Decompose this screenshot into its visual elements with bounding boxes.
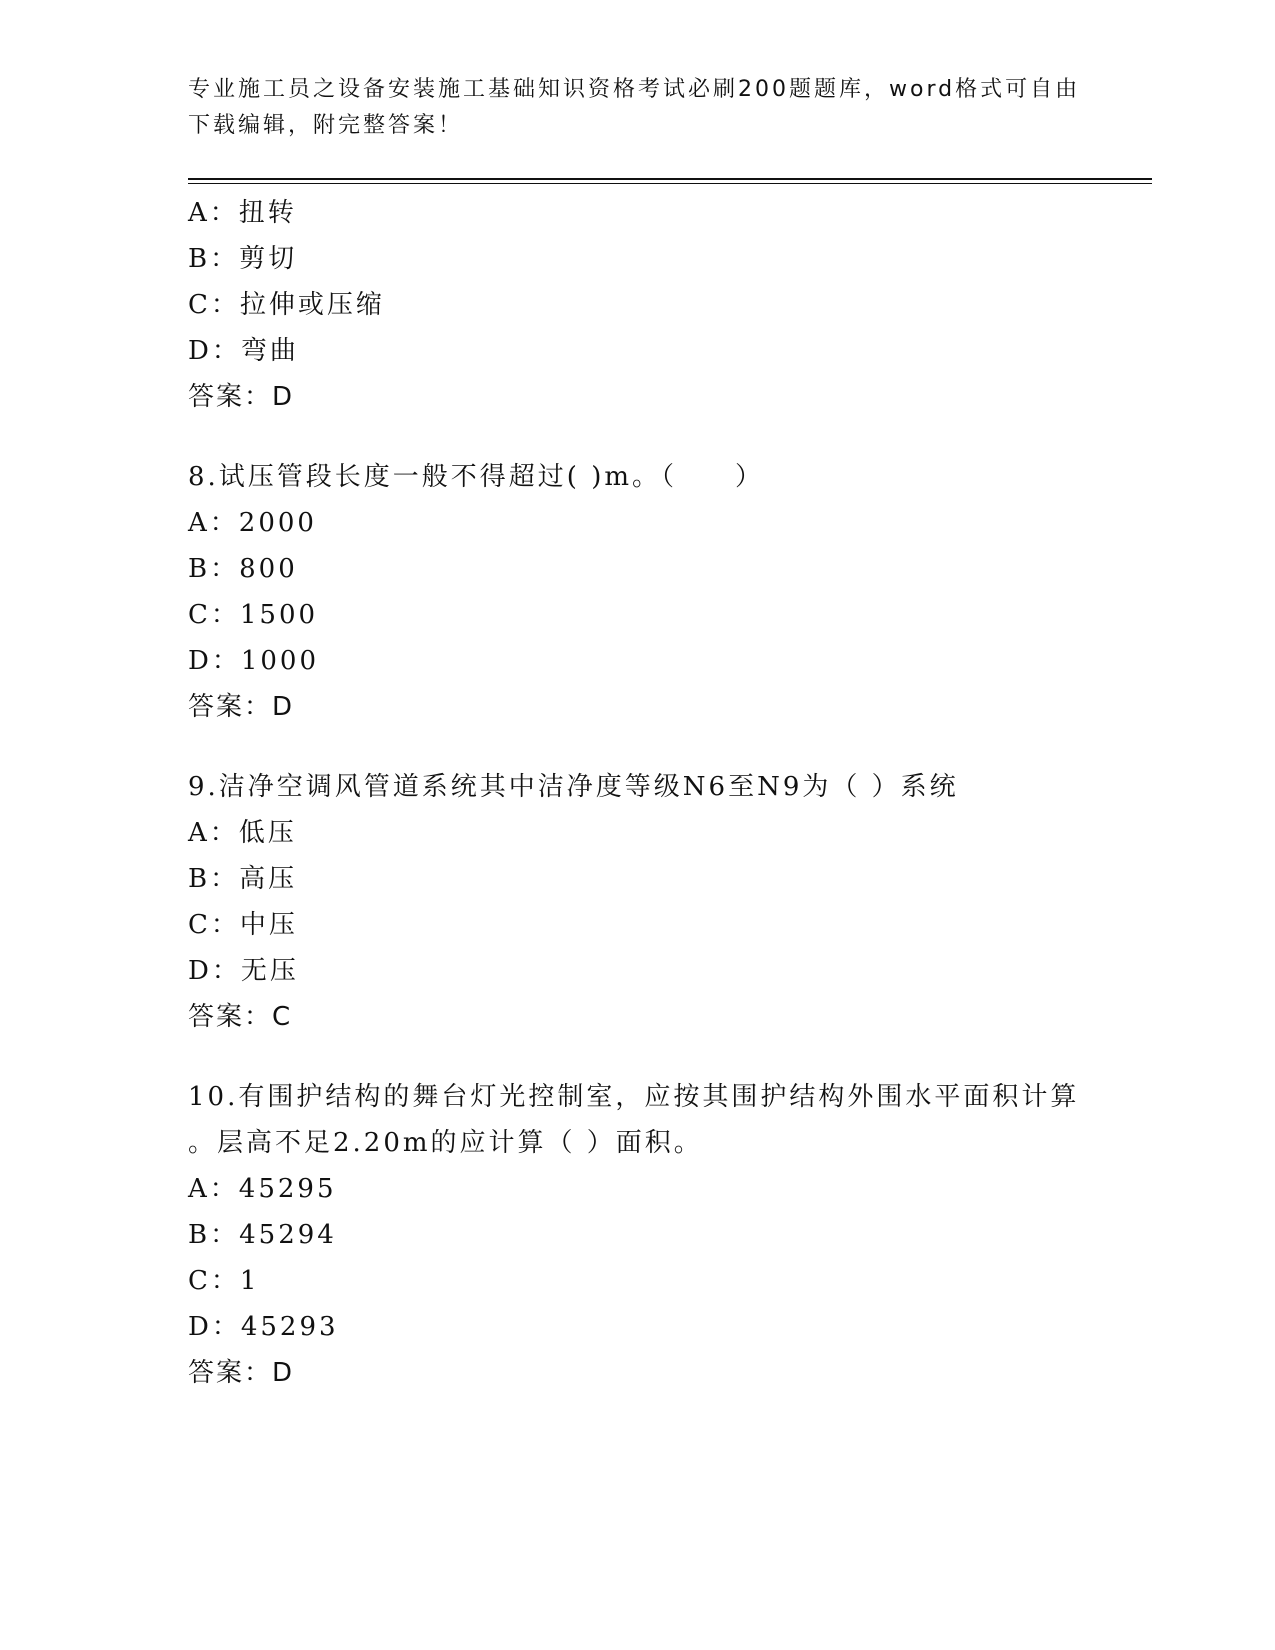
question-block-8 xyxy=(188,454,1088,730)
option-b: B：剪切 xyxy=(188,244,298,274)
option-d: D：弯曲 xyxy=(188,336,299,366)
question-text-line-2: 。层高不足2.20m的应计算（ ）面积。 xyxy=(188,1128,703,1158)
option-c: C：1 xyxy=(188,1266,260,1296)
question-text: 9.洁净空调风管道系统其中洁净度等级N6至N9为（ ）系统 xyxy=(188,772,959,802)
question-text: 8.试压管段长度一般不得超过( )m。（ ） xyxy=(188,462,765,492)
option-b: B：800 xyxy=(188,554,298,584)
answer-line: 答案：D xyxy=(188,382,295,412)
option-d: D：无压 xyxy=(188,956,299,986)
question-block-7 xyxy=(188,190,1088,420)
option-b: B：高压 xyxy=(188,864,298,894)
document-header xyxy=(188,72,1088,144)
header-line-1: 专业施工员之设备安装施工基础知识资格考试必刷200题题库，word格式可自由 xyxy=(188,77,1081,102)
answer-line: 答案：C xyxy=(188,1002,293,1032)
option-d: D：1000 xyxy=(188,646,320,676)
question-text-line-1: 10.有围护结构的舞台灯光控制室，应按其围护结构外围水平面积计算 xyxy=(188,1082,1080,1112)
header-line-2: 下载编辑，附完整答案！ xyxy=(188,113,464,138)
answer-line: 答案：D xyxy=(188,692,295,722)
answer-line: 答案：D xyxy=(188,1358,295,1388)
option-a: A：低压 xyxy=(188,818,297,848)
option-c: C：拉伸或压缩 xyxy=(188,290,385,320)
option-a: A：2000 xyxy=(188,508,317,538)
option-b: B：45294 xyxy=(188,1220,337,1250)
option-c: C：1500 xyxy=(188,600,319,630)
header-divider-thick xyxy=(188,178,1152,180)
option-a: A：扭转 xyxy=(188,198,297,228)
option-a: A：45295 xyxy=(188,1174,337,1204)
question-list xyxy=(188,190,1088,1396)
option-d: D：45293 xyxy=(188,1312,339,1342)
question-block-9 xyxy=(188,764,1088,1040)
option-c: C：中压 xyxy=(188,910,298,940)
question-block-10 xyxy=(188,1074,1088,1396)
header-divider-thin xyxy=(188,183,1152,184)
